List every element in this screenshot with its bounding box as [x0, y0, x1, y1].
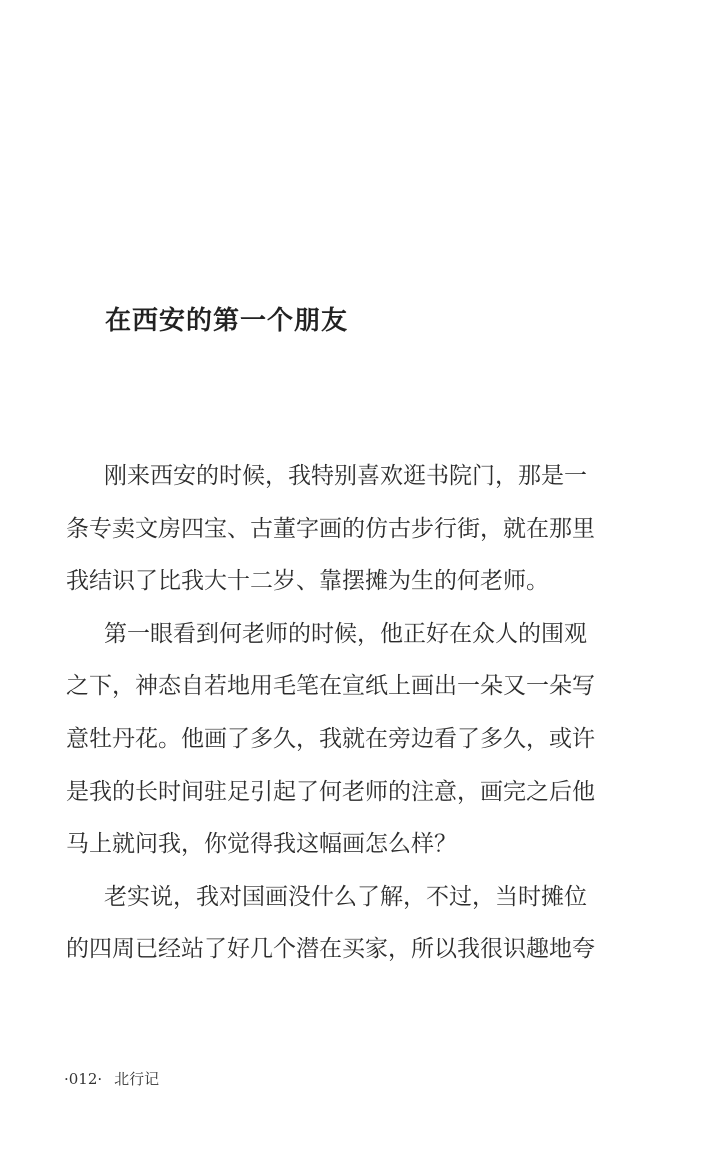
body-line: 老实说，我对国画没什么了解，不过，当时摊位 [104, 883, 587, 910]
book-title: 北行记 [114, 1070, 160, 1088]
body-line: 我结识了比我大十二岁、靠摆摊为生的何老师。 [66, 568, 549, 595]
body-line: 之下，神态自若地用毛笔在宣纸上画出一朵又一朵写 [66, 673, 595, 700]
body-line: 第一眼看到何老师的时候，他正好在众人的围观 [104, 620, 587, 647]
body-text [66, 450, 626, 976]
body-line: 是我的长时间驻足引起了何老师的注意，画完之后他 [66, 778, 595, 805]
body-line: 马上就问我，你觉得我这幅画怎么样？ [66, 831, 457, 858]
page-number: ·012· [64, 1070, 103, 1088]
body-line: 条专卖文房四宝、古董字画的仿古步行街，就在那里 [66, 515, 595, 542]
body-line: 的四周已经站了好几个潜在买家，所以我很识趣地夸 [66, 936, 595, 963]
body-line: 意牡丹花。他画了多久，我就在旁边看了多久，或许 [66, 725, 595, 752]
chapter-title: 在西安的第一个朋友 [105, 306, 349, 336]
body-line: 刚来西安的时候，我特别喜欢逛书院门，那是一 [104, 463, 587, 489]
page-footer [64, 1068, 159, 1089]
